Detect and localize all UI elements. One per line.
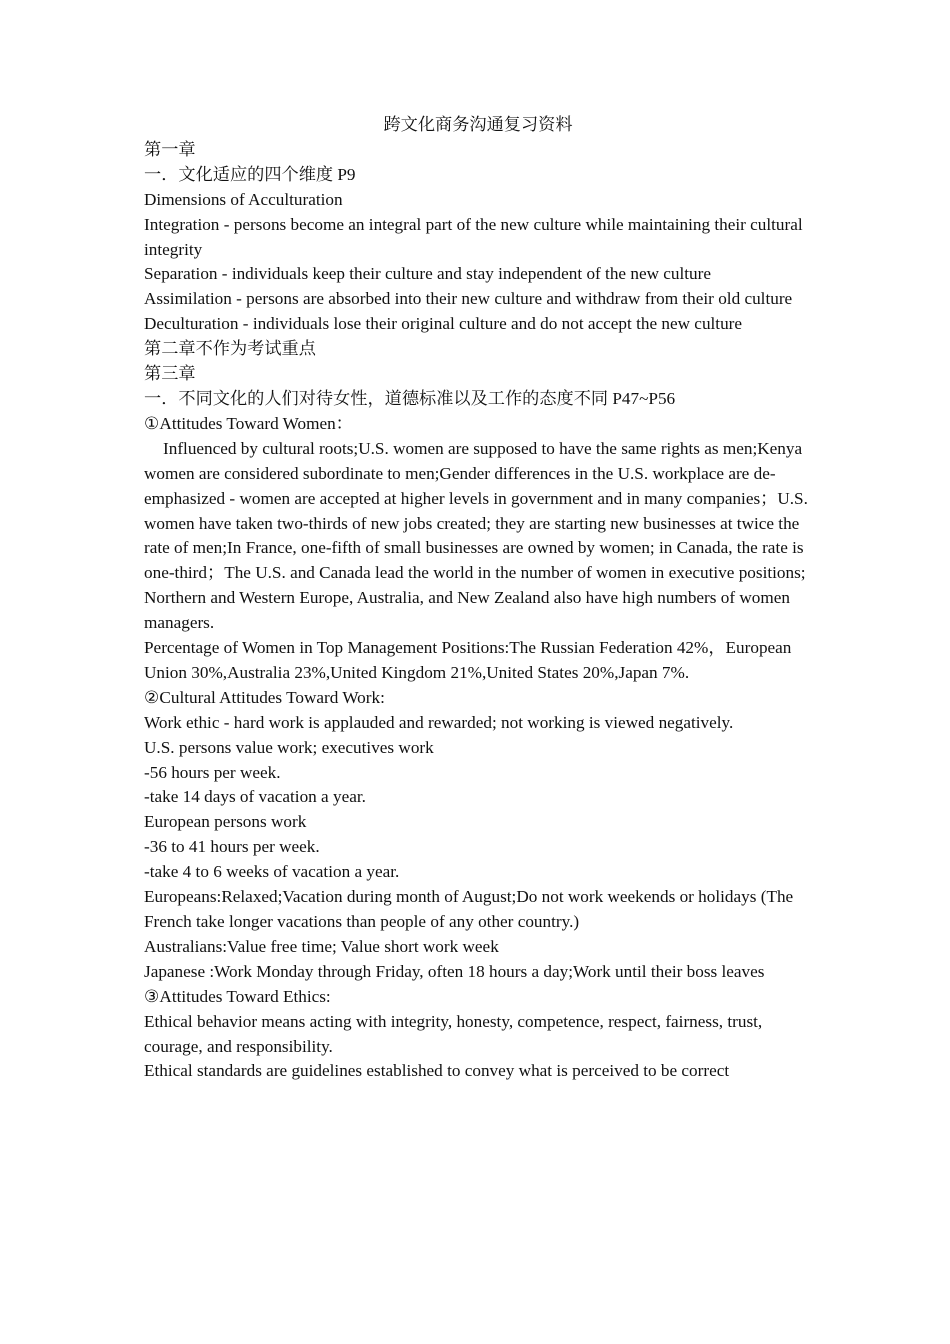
text-line: Australians:Value free time; Value short work week: [144, 936, 499, 956]
text-line: -take 14 days of vacation a year.: [144, 787, 366, 807]
text-line: -take 4 to 6 weeks of vacation a year.: [144, 862, 400, 882]
text-line: -36 to 41 hours per week.: [144, 837, 320, 857]
chapter-3-heading: 第三章: [144, 364, 196, 384]
paragraph: Japanese :Work Monday through Friday, often 18 hours a day;Work until their boss leaves: [144, 961, 765, 981]
subsection-heading: ①Attitudes Toward Women：: [144, 413, 353, 433]
text-line: U.S. persons value work; executives work: [144, 737, 434, 757]
chapter-1-heading: 第一章: [144, 139, 196, 159]
document-page: [144, 113, 812, 1084]
subsection-heading: ②Cultural Attitudes Toward Work:: [144, 687, 385, 707]
subsection-heading: ③Attitudes Toward Ethics:: [144, 986, 331, 1006]
section-heading: 一．不同文化的人们对待女性，道德标准以及工作的态度不同 P47~P56: [144, 388, 676, 408]
text-line: Assimilation - persons are absorbed into their new culture and withdraw from their old culture: [144, 289, 793, 309]
document-title: 跨文化商务沟通复习资料: [383, 115, 573, 134]
text-line: Deculturation - individuals lose their original culture and do not accept the new culture: [144, 314, 743, 334]
text-line: Separation - individuals keep their culture and stay independent of the new culture: [144, 264, 712, 284]
paragraph: Influenced by cultural roots;U.S. women are supposed to have the same rights as men;Kenya women are considered subordinate to men;Gender differences in the U.S. workplace are de-emphasized - women are accepted at higher levels in government and in many companies；U.S. women have taken two-thirds of new jobs created; they are starting new businesses at twice the rate of men;In France, one-fifth of small businesses are owned by women; in Canada, the rate is one-third；The U.S. and Canada lead the world in the number of women in executive positions; Northern and Western Europe, Australia, and New Zealand also have high numbers of women managers.: [144, 438, 808, 633]
paragraph: Europeans:Relaxed;Vacation during month of August;Do not work weekends or holidays (The French take longer vacations than people of any other country.): [144, 887, 794, 931]
text-line: European persons work: [144, 812, 307, 832]
paragraph: Ethical behavior means acting with integrity, honesty, competence, respect, fairness, trust, courage, and responsibility.: [144, 1011, 763, 1056]
chapter-2-heading: 第二章不作为考试重点: [144, 339, 316, 359]
text-line: -56 hours per week.: [144, 762, 281, 782]
text-line: Dimensions of Acculturation: [144, 189, 343, 209]
text-line: Work ethic - hard work is applauded and rewarded; not working is viewed negatively.: [144, 712, 734, 732]
section-heading: 一．文化适应的四个维度 P9: [144, 164, 356, 184]
paragraph: Percentage of Women in Top Management Positions:The Russian Federation 42%，European Union 30%,Australia 23%,United Kingdom 21%,United States 20%,Japan 7%.: [144, 638, 792, 682]
text-line: Ethical standards are guidelines established to convey what is perceived to be correct: [144, 1061, 730, 1081]
text-line: Integration - persons become an integral part of the new culture while maintaining their cultural integrity: [144, 214, 803, 259]
